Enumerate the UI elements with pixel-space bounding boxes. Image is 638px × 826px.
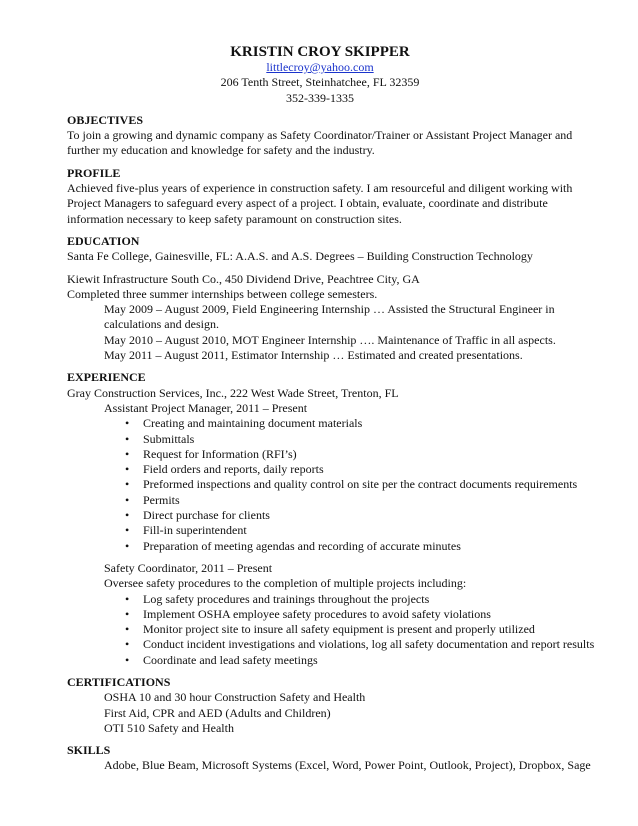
bullet-item xyxy=(67,493,587,508)
address: 206 Tenth Street, Steinhatchee, FL 32359 xyxy=(220,75,420,90)
resume-page xyxy=(67,44,595,774)
bullet-item xyxy=(67,416,587,431)
internship-line: May 2010 – August 2010, MOT Engineer Internship …. Maintenance of Traffic in all aspects. xyxy=(104,332,556,347)
bullet-text: Preparation of meeting agendas and recording of accurate minutes xyxy=(143,538,461,553)
section-heading: EDUCATION xyxy=(67,233,140,248)
bullet-item xyxy=(67,592,587,607)
school: Santa Fe College, Gainesville, FL: A.A.S. and A.S. Degrees – Building Construction Technology xyxy=(67,249,533,264)
certifications-section xyxy=(67,675,587,736)
section-heading: CERTIFICATIONS xyxy=(67,674,171,689)
bullet-item xyxy=(67,508,587,523)
bullet-text: Conduct incident investigations and violations, log all safety documentation and report results xyxy=(143,637,595,652)
text-line: To join a growing and dynamic company as Safety Coordinator/Trainer or Assistant Project Manager and xyxy=(67,128,573,143)
text-line: Achieved five-plus years of experience in construction safety. I am resourceful and diligent working with xyxy=(67,181,573,196)
bullet-item xyxy=(67,462,587,477)
certification-item: OSHA 10 and 30 hour Construction Safety and Health xyxy=(104,690,366,705)
section-heading: SKILLS xyxy=(67,743,111,758)
certification-item: First Aid, CPR and AED (Adults and Children) xyxy=(104,705,331,720)
education-section xyxy=(67,234,587,363)
bullet-item xyxy=(67,607,587,622)
section-heading: OBJECTIVES xyxy=(67,112,144,127)
internship-summary: Completed three summer internships between college semesters. xyxy=(67,286,378,301)
email-link[interactable]: littlecroy@yahoo.com xyxy=(266,60,374,74)
text-line: further my education and knowledge for safety and the industry. xyxy=(67,143,375,158)
internship-line: May 2011 – August 2011, Estimator Internship … Estimated and created presentations. xyxy=(104,348,523,363)
profile-section xyxy=(67,166,587,227)
employer: Gray Construction Services, Inc., 222 West Wade Street, Trenton, FL xyxy=(67,385,399,400)
bullet-text: Preformed inspections and quality control on site per the contract documents requirements xyxy=(143,477,578,492)
text-line: Project Managers to safeguard every aspect of a project. I obtain, evaluate, coordinate and distribute xyxy=(67,196,548,211)
certification-item: OTI 510 Safety and Health xyxy=(104,720,234,735)
role-summary: Oversee safety procedures to the completion of multiple projects including: xyxy=(104,576,467,591)
bullet-text: Monitor project site to insure all safety equipment is present and properly utilized xyxy=(143,622,535,637)
section-heading: EXPERIENCE xyxy=(67,370,146,385)
bullet-text: Creating and maintaining document materials xyxy=(143,416,363,431)
bullet-text: Direct purchase for clients xyxy=(143,508,270,523)
internship-employer: Kiewit Infrastructure South Co., 450 Dividend Drive, Peachtree City, GA xyxy=(67,271,420,286)
objectives-section xyxy=(67,113,587,159)
bullet-text: Coordinate and lead safety meetings xyxy=(143,652,318,667)
bullet-text: Submittals xyxy=(143,431,195,446)
bullet-text: Implement OSHA employee safety procedures to avoid safety violations xyxy=(143,606,491,621)
experience-section xyxy=(67,370,595,668)
bullet-item xyxy=(67,447,587,462)
bullet-item xyxy=(67,477,587,492)
internship-line: May 2009 – August 2009, Field Engineering Internship … Assisted the Structural Engineer in xyxy=(104,302,555,317)
bullet-item xyxy=(67,653,587,668)
internship-line: calculations and design. xyxy=(104,317,219,332)
bullet-text: Fill-in superintendent xyxy=(143,523,247,538)
bullet-item xyxy=(67,622,587,637)
role-title: Assistant Project Manager, 2011 – Present xyxy=(104,400,308,415)
skills-section xyxy=(67,743,591,774)
bullet-text: Request for Information (RFI’s) xyxy=(143,446,297,461)
text-line: information necessary to keep safety paramount on construction sites. xyxy=(67,211,402,226)
resume-header xyxy=(67,44,587,106)
phone: 352-339-1335 xyxy=(286,90,354,105)
role-title: Safety Coordinator, 2011 – Present xyxy=(104,560,273,575)
bullet-item xyxy=(67,539,587,554)
bullet-text: Permits xyxy=(143,492,180,507)
bullet-item xyxy=(67,637,595,652)
bullet-item xyxy=(67,432,587,447)
bullet-text: Log safety procedures and trainings throughout the projects xyxy=(143,591,430,606)
skills-text: Adobe, Blue Beam, Microsoft Systems (Excel, Word, Power Point, Outlook, Project), Dropbox, Sage xyxy=(104,758,591,773)
candidate-name: KRISTIN CROY SKIPPER xyxy=(230,44,410,60)
bullet-text: Field orders and reports, daily reports xyxy=(143,462,324,477)
bullet-item xyxy=(67,523,587,538)
section-heading: PROFILE xyxy=(67,165,121,180)
